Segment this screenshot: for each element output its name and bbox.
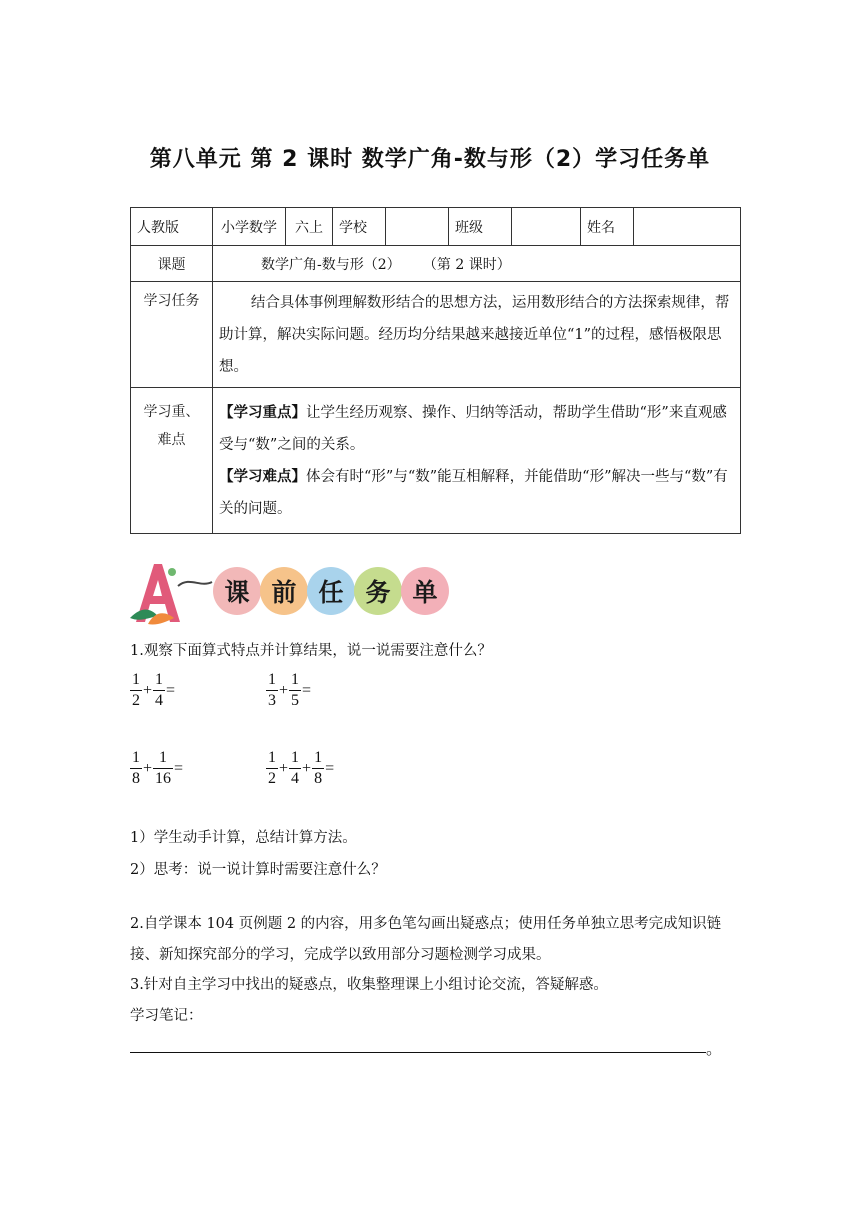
fraction — [130, 670, 142, 711]
question-3: 3.针对自主学习中找出的疑惑点，收集整理课上小组讨论交流，答疑解惑。 — [130, 977, 608, 993]
numerator: 1 — [289, 670, 301, 691]
expression-3 — [130, 748, 184, 789]
fraction — [312, 748, 324, 789]
fraction — [289, 748, 301, 789]
numerator: 1 — [153, 748, 173, 769]
table-row — [131, 246, 741, 282]
publisher-cell: 人教版 — [131, 208, 213, 246]
step-2: 2）思考：说一说计算时需要注意什么？ — [130, 862, 386, 878]
banner-char: 单 — [401, 567, 449, 615]
difficulty-point — [219, 461, 734, 525]
equals-sign: = — [325, 759, 335, 777]
denominator: 16 — [155, 770, 172, 787]
subject-cell: 小学数学 — [213, 208, 286, 246]
denominator: 8 — [132, 770, 140, 787]
denominator: 8 — [314, 770, 323, 787]
fraction — [266, 670, 278, 711]
fraction — [266, 748, 278, 789]
plus-sign: + — [302, 759, 312, 777]
banner-char: 课 — [213, 567, 261, 615]
task-label: 学习任务 — [131, 282, 213, 388]
banner-char: 前 — [260, 567, 308, 615]
numerator: 1 — [312, 748, 324, 769]
diff-tag: 【学习难点】 — [219, 467, 306, 485]
class-label: 班级 — [449, 208, 512, 246]
key-text: 让学生经历观察、操作、归纳等活动，帮助学生借助“形”来直观感受与“数”之间的关系。 — [219, 404, 727, 453]
numerator: 1 — [266, 748, 278, 769]
numerator: 1 — [266, 670, 278, 691]
table-row — [131, 282, 741, 388]
question-2-line-1: 2.自学课本 104 页例题 2 的内容，用多色笔勾画出疑惑点；使用任务单独立思考完成知识链 — [130, 916, 722, 932]
page-title: 第八单元 第 2 课时 数学广角-数与形（2）学习任务单 — [149, 147, 711, 172]
numerator: 1 — [153, 670, 165, 691]
equals-sign: = — [174, 759, 184, 777]
keypoints-label: 学习重、难点 — [131, 388, 213, 534]
school-field[interactable] — [386, 208, 449, 246]
denominator: 4 — [155, 692, 164, 709]
denominator: 5 — [291, 692, 300, 709]
key-tag: 【学习重点】 — [219, 403, 306, 421]
info-table — [130, 207, 741, 534]
expression-2 — [266, 670, 312, 711]
task-text: 结合具体事例理解数形结合的思想方法，运用数形结合的方法探索规律，帮助计算，解决实际问题。经历均分结果越来越接近单位“1”的过程，感悟极限思想。 — [213, 282, 741, 388]
table-row — [131, 208, 741, 246]
fraction — [153, 670, 165, 711]
fraction — [289, 670, 301, 711]
expression-4 — [266, 748, 335, 789]
name-label: 姓名 — [581, 208, 634, 246]
numerator: 1 — [130, 748, 142, 769]
equals-sign: = — [166, 681, 176, 699]
numerator: 1 — [130, 670, 142, 691]
name-field[interactable] — [634, 208, 741, 246]
plus-sign: + — [279, 759, 289, 777]
table-row — [131, 388, 741, 534]
question-2-line-2: 接、新知探究部分的学习，完成学以致用部分习题检测学习成果。 — [130, 947, 551, 963]
school-label: 学校 — [333, 208, 386, 246]
denominator: 2 — [268, 770, 276, 787]
equals-sign: = — [302, 681, 312, 699]
grade-cell: 六上 — [286, 208, 333, 246]
denominator: 4 — [291, 770, 300, 787]
question-1: 1.观察下面算式特点并计算结果，说一说需要注意什么？ — [130, 643, 492, 659]
numerator: 1 — [289, 748, 301, 769]
expression-1 — [130, 670, 176, 711]
denominator: 3 — [268, 692, 276, 709]
notes-line[interactable] — [130, 1052, 706, 1053]
plus-sign: + — [279, 681, 289, 699]
topic-value: 数学广角-数与形（2） （第 2 课时） — [213, 246, 741, 282]
plus-sign: + — [143, 759, 153, 777]
keypoints-cell — [213, 388, 741, 534]
notes-period: 。 — [706, 1039, 723, 1058]
key-point — [219, 397, 734, 461]
topic-label: 课题 — [131, 246, 213, 282]
fraction — [130, 748, 142, 789]
class-field[interactable] — [512, 208, 581, 246]
denominator: 2 — [132, 692, 140, 709]
step-1: 1）学生动手计算，总结计算方法。 — [130, 830, 357, 846]
plus-sign: + — [143, 681, 153, 699]
notes-label: 学习笔记： — [130, 1008, 203, 1024]
fraction — [153, 748, 173, 789]
banner-char: 务 — [354, 567, 402, 615]
banner-char: 任 — [307, 567, 355, 615]
diff-text: 体会有时“形”与“数”能互相解释，并能借助“形”解决一些与“数”有关的问题。 — [219, 468, 728, 517]
